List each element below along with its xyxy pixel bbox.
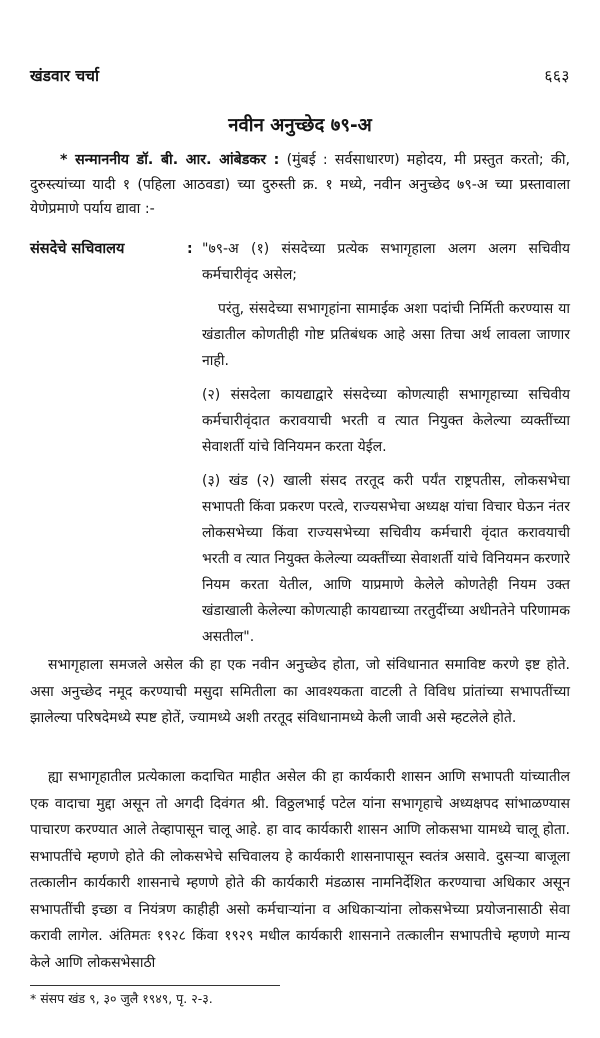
clause-proviso: परंतु, संसदेच्या सभागृहांना सामाईक अशा पदांची निर्मिती करण्यास या खंडातील कोणतीही गोष्ट प्रतिबंधक आहे असा तिचा अर्थ लावला जाणार नाही. [202, 301, 570, 369]
footnote-divider [30, 985, 280, 986]
amendment-label: संसदेचे सचिवालय [30, 241, 125, 257]
clause-1: "७९-अ (१) संसदेच्या प्रत्येक सभागृहाला अलग अलग सचिवीय कर्मचारीवृंद असेल; [202, 241, 570, 283]
page-number: ६६३ [544, 67, 570, 85]
intro-text: (मुंबई : सर्वसाधारण) महोदय, मी प्रस्तुत करतो; की, दुरुस्त्यांच्या यादी १ (पहिला आठवडा) च्या दुरुस्ती क्र. १ मध्ये, नवीन अनुच्छेद ७९-अ च्या प्रस्तावाला येणेप्रमाणे पर्याय द्यावा :- [30, 152, 571, 217]
article-heading: नवीन अनुच्छेद ७९-अ [228, 115, 372, 136]
intro-paragraph [30, 148, 570, 222]
speaker-name: * सन्माननीय डॉ. बी. आर. आंबेडकर : [60, 152, 280, 168]
amendment-body [202, 236, 570, 658]
running-header [30, 64, 570, 88]
section-running-title: खंडवार चर्चा [30, 67, 100, 85]
clause-2: (२) संसदेला कायद्याद्वारे संसदेच्या कोणत्याही सभागृहाच्या सचिवीय कर्मचारीवृंदात करावयाची भरती व त्यात नियुक्त केलेल्या व्यक्तींच्या सेवाशर्ती यांचे विनियमन करता येईल. [202, 387, 570, 455]
body-paragraph-1: सभागृहाला समजले असेल की हा एक नवीन अनुच्छेद होता, जो संविधानात समाविष्ट करणे इष्ट होते. असा अनुच्छेद नमूद करण्याची मसुदा समितीला का आवश्यकता वाटली ते विविध प्रांतांच्या सभापतींच्या झालेल्या परिषदेमध्ये स्पष्ट होतें, ज्यामध्ये अशी तरतूद संविधानामध्ये केली जावी असे म्हटलेले होते. [30, 657, 570, 726]
body-paragraph-2: ह्या सभागृहातील प्रत्येकाला कदाचित माहीत असेल की हा कार्यकारी शासन आणि सभापती यांच्यातील एक वादाचा मुद्दा असून तो अगदी दिवंगत श्री. विठ्ठलभाई पटेल यांना सभागृहाचे अध्यक्षपद सांभाळण्यास पाचारण करण्यात आले तेव्हापासून चालू आहे. हा वाद कार्यकारी शासन आणि लोकसभा यामध्ये चालू होता. सभापतींचे म्हणणे होते की लोकसभेचे सचिवालय हे कार्यकारी शासनापासून स्वतंत्र असावे. दुसऱ्या बाजूला तत्कालीन कार्यकारी शासनाचे म्हणणे होते की कार्यकारी मंडळास नामनिर्देशित करण्याचा अधिकार असून सभापतींची इच्छा व नियंत्रण काहीही असो कर्मचाऱ्यांना व अधिकाऱ्यांना लोकसभेच्या प्रयोजनासाठी सेवा करावी लागेल. अंतिमतः १९२८ किंवा १९२९ मधील कार्यकारी शासनाने तत्कालीन सभापतीचे म्हणणे मान्य केले आणि लोकसभेसाठी [30, 769, 570, 971]
footnote: * संसप खंड ९, ३० जुलै १९४९, पृ. २-३. [30, 991, 213, 1006]
amendment-colon: : [187, 241, 193, 257]
clause-3: (३) खंड (२) खाली संसद तरतूद करी पर्यंत राष्ट्रपतीस, लोकसभेचा सभापती किंवा प्रकरण परत्वे, राज्यसभेचा अध्यक्ष यांचा विचार घेऊन नंतर लोकसभेच्या किंवा राज्यसभेच्या सचिवीय कर्मचारी वृंदात करावयाची भरती व त्यात नियुक्त केलेल्या व्यक्तींच्या सेवाशर्ती यांचे विनियमन करणारे नियम करता येतील, आणि याप्रमाणे केलेले कोणतेही नियम उक्त खंडाखाली केलेल्या कोणत्याही कायद्याच्या तरतुदींच्या अधीनतेने परिणामक असतील". [202, 473, 570, 645]
